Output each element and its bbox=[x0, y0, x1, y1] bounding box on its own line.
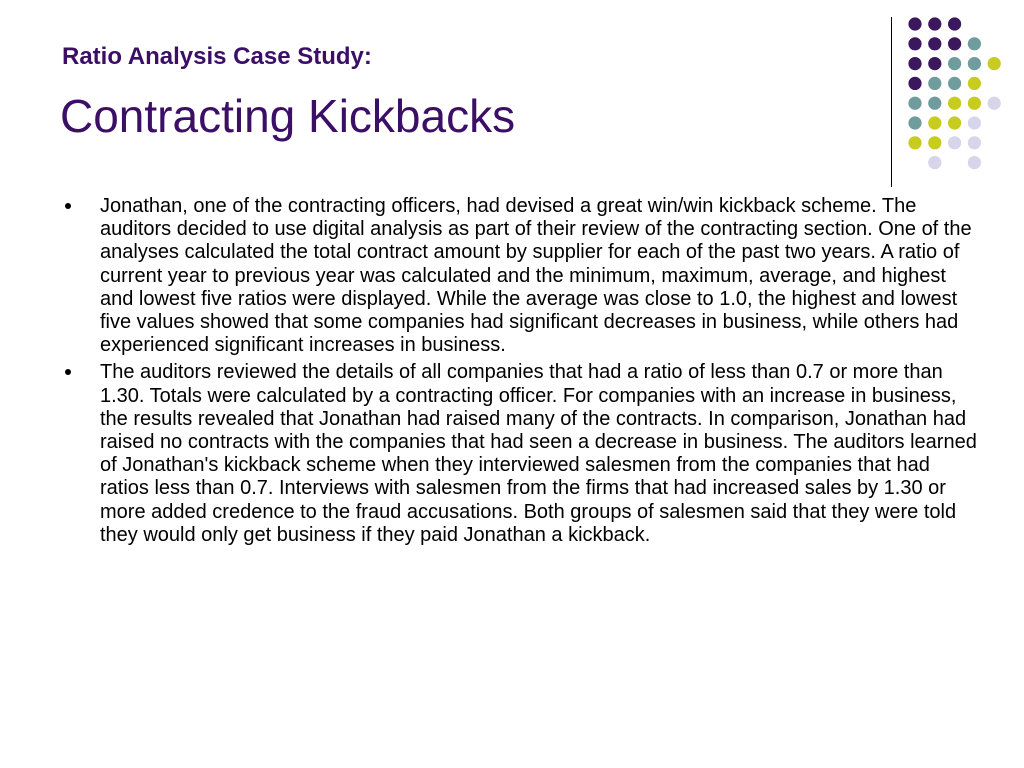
bullet-text: Jonathan, one of the contracting officers, had devised a great win/win kickback scheme. The auditors decided to use digital analysis as part of their review of the contracting section. One of the analyses calculated the total contract amount by supplier for each of the past two years. A ratio of current year to previous year was calculated and the minimum, maximum, average, and highest and lowest five ratios were displayed. While the average was close to 1.0, the highest and lowest five values showed that some companies had significant decreases in business, while others had experienced significant increases in business. bbox=[100, 195, 972, 357]
decorative-dot bbox=[948, 77, 961, 90]
decorative-dot bbox=[948, 116, 961, 129]
decorative-dot bbox=[928, 156, 941, 169]
decorative-dot bbox=[928, 37, 941, 50]
decorative-dot bbox=[928, 17, 941, 30]
decorative-dot bbox=[928, 77, 941, 90]
decorative-dot bbox=[908, 116, 921, 129]
decorative-dot bbox=[948, 97, 961, 110]
decorative-dot bbox=[908, 17, 921, 30]
decorative-dot bbox=[908, 57, 921, 70]
decorative-dot-grid bbox=[0, 0, 1024, 200]
bullet-item bbox=[60, 195, 980, 357]
decorative-dot bbox=[968, 116, 981, 129]
decorative-dot bbox=[908, 77, 921, 90]
decorative-dot bbox=[948, 17, 961, 30]
decorative-dot bbox=[968, 37, 981, 50]
decorative-dot bbox=[988, 57, 1001, 70]
decorative-dot bbox=[968, 97, 981, 110]
decorative-dot bbox=[968, 136, 981, 149]
decorative-dot bbox=[968, 77, 981, 90]
decorative-dot bbox=[948, 37, 961, 50]
decorative-dot bbox=[948, 136, 961, 149]
slide-subtitle: Ratio Analysis Case Study: bbox=[62, 43, 372, 70]
decorative-dot bbox=[928, 57, 941, 70]
bullet-item bbox=[60, 361, 980, 547]
decorative-dot bbox=[928, 97, 941, 110]
decorative-dot bbox=[908, 136, 921, 149]
bullet-text: The auditors reviewed the details of all companies that had a ratio of less than 0.7 or more than 1.30. Totals were calculated by a contracting officer. For companies with an increase in business, the results revealed that Jonathan had raised many of the contracts. In comparison, Jonathan had raised no contracts with the companies that had seen a decrease in business. The auditors learned of Jonathan's kickback scheme when they interviewed salesmen from the companies that had ratios less than 0.7. Interviews with salesmen from the firms that had increased sales by 1.30 or more added credence to the fraud accusations. Both groups of salesmen said that they were told they would only get business if they paid Jonathan a kickback. bbox=[100, 361, 977, 546]
bullet-dot-icon bbox=[65, 369, 71, 375]
slide-title: Contracting Kickbacks bbox=[60, 90, 516, 142]
decorative-dot bbox=[928, 116, 941, 129]
decorative-dot bbox=[968, 156, 981, 169]
decorative-dot bbox=[968, 57, 981, 70]
decorative-dot bbox=[908, 37, 921, 50]
decorative-dot bbox=[948, 57, 961, 70]
bullet-list bbox=[60, 195, 980, 551]
decorative-dot bbox=[988, 97, 1001, 110]
decorative-dot bbox=[908, 97, 921, 110]
bullet-dot-icon bbox=[65, 203, 71, 209]
decorative-dot bbox=[928, 136, 941, 149]
